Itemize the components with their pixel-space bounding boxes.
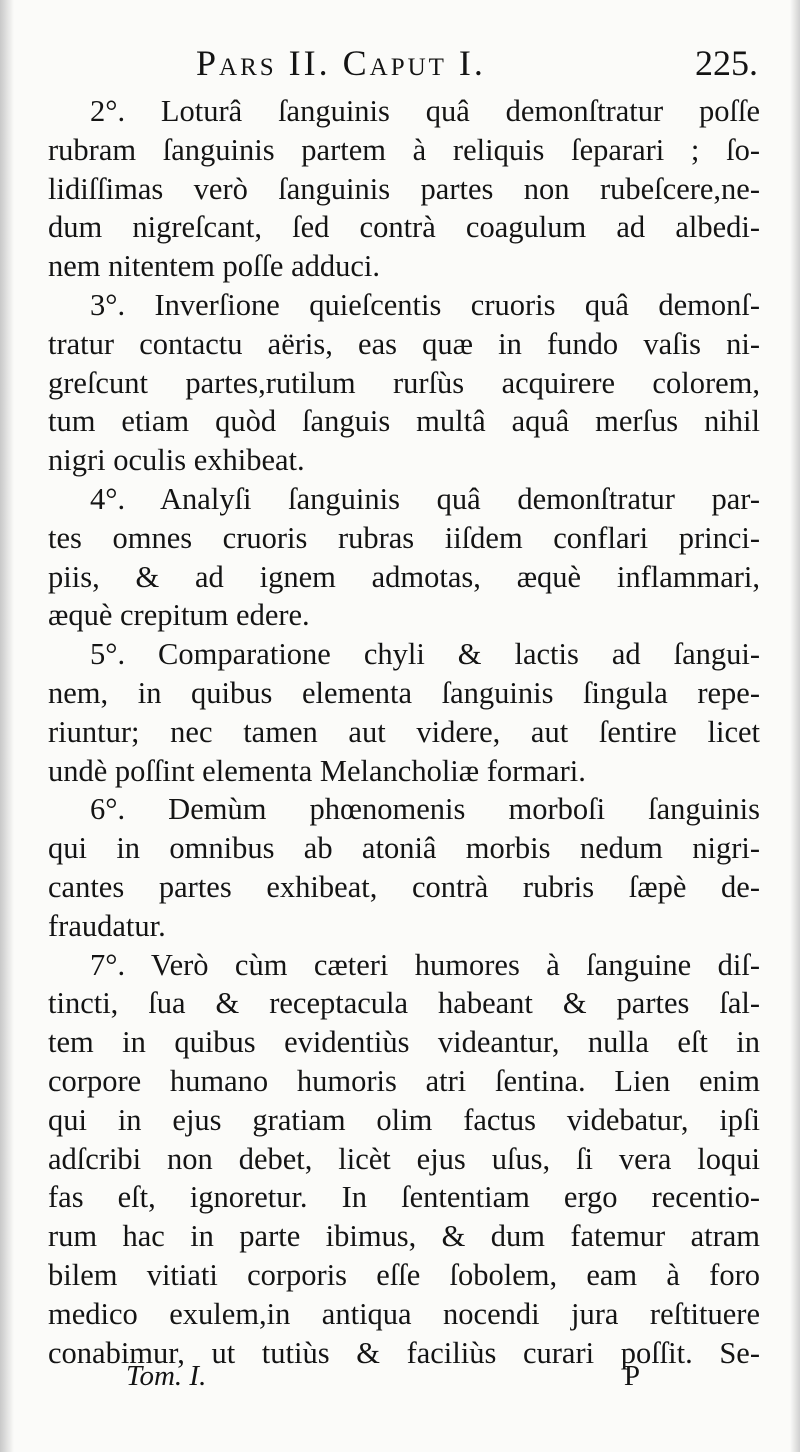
text-line: 7°. Verò cùm cæteri humores à ſanguine diſ- (90, 947, 760, 982)
page-number: 225. (695, 43, 758, 83)
text-line: riuntur; nec tamen aut videre, aut ſentire licet (48, 714, 760, 749)
running-head (48, 42, 758, 92)
signature-mark: P (623, 1360, 640, 1392)
page-footer (48, 1360, 758, 1404)
text-line: qui in ejus gratiam olim factus videbatur, ipſi (48, 1102, 760, 1137)
text-line: conabimur, ut tutiùs & faciliùs curari poſſit. Se- (48, 1335, 760, 1370)
text-line: rum hac in parte ibimus, & dum fatemur atram (48, 1219, 760, 1254)
text-line: tincti, ſua & receptacula habeant & partes ſal- (48, 986, 760, 1021)
text-line: 5°. Comparatione chyli & lactis ad ſangui- (90, 637, 760, 672)
text-line: corpore humano humoris atri ſentina. Lien enim (48, 1063, 760, 1098)
text-line: 3°. Inverſione quieſcentis cruoris quâ demonſ- (90, 287, 760, 322)
text-line: nem, in quibus elementa ſanguinis ſingula repe- (48, 675, 760, 710)
text-line: 4°. Analyſi ſanguinis quâ demonſtratur par- (90, 481, 760, 516)
volume-label: Tom. I. (126, 1360, 207, 1392)
text-line: greſcunt partes,rutilum rurſùs acquirere colorem, (48, 365, 760, 400)
text-line: fraudatur. (48, 908, 166, 943)
text-line: adſcribi non debet, licèt ejus uſus, ſi vera loqui (48, 1141, 760, 1176)
text-line: cantes partes exhibeat, contrà rubris ſæpè de- (48, 869, 760, 904)
text-line: qui in omnibus ab atoniâ morbis nedum nigri- (48, 831, 760, 866)
text-line: tratur contactu aëris, eas quæ in fundo vaſis ni- (48, 326, 760, 361)
text-line: nem nitentem poſſe adduci. (48, 249, 381, 284)
text-line: bilem vitiati corporis eſſe ſobolem, eam à foro (48, 1257, 760, 1292)
text-line: tem in quibus evidentiùs videantur, nulla eſt in (48, 1025, 760, 1060)
text-line: piis, & ad ignem admotas, æquè inflammari, (48, 559, 760, 594)
text-line: lidiſſimas verò ſanguinis partes non rubeſcere,ne- (48, 171, 760, 206)
text-line: dum nigreſcant, ſed contrà coagulum ad albedi- (48, 210, 760, 245)
scan-edge-right (790, 0, 800, 1452)
text-line: medico exulem,in antiqua nocendi jura reſtituere (48, 1296, 760, 1331)
text-line: nigri oculis exhibeat. (48, 443, 305, 478)
text-line: æquè crepitum edere. (48, 598, 310, 633)
text-line: tum etiam quòd ſanguis multâ aquâ merſus nihil (48, 404, 760, 439)
text-line: fas eſt, ignoretur. In ſententiam ergo recentio- (48, 1180, 760, 1215)
text-line: undè poſſint elementa Melancholiæ formari. (48, 753, 586, 788)
scan-edge-left (0, 0, 14, 1452)
chapter-title: Pars II. Caput I. (196, 43, 486, 83)
body-text (48, 92, 760, 1372)
text-line: 2°. Loturâ ſanguinis quâ demonſtratur poſſe (90, 94, 760, 128)
text-line: 6°. Demùm phœnomenis morboſi ſanguinis (90, 792, 760, 827)
text-line: rubram ſanguinis partem à reliquis ſeparari ; ſo- (48, 132, 760, 167)
text-line: tes omnes cruoris rubras iiſdem conflari princi- (48, 520, 760, 555)
